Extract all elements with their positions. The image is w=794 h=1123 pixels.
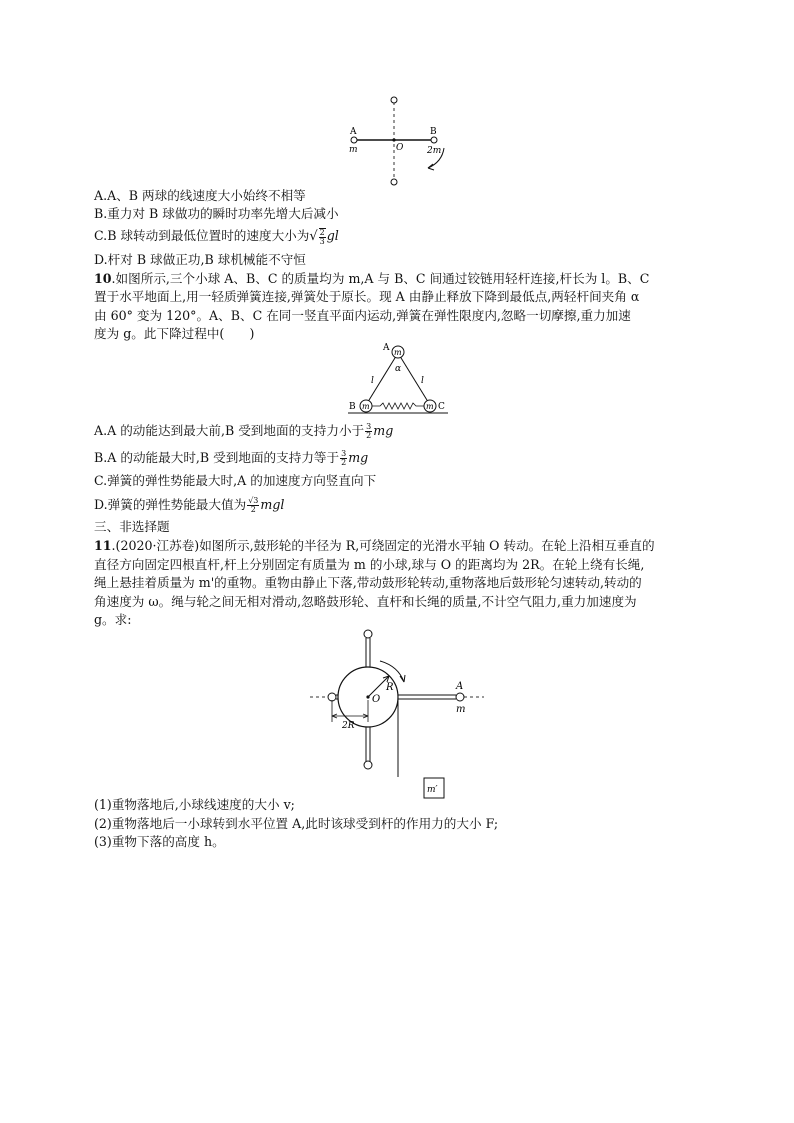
top-circle bbox=[391, 97, 397, 103]
q9-option-c-tail: gl bbox=[326, 228, 339, 243]
frac-den: 2 bbox=[341, 458, 347, 467]
q10-option-b-text: B.A 的动能最大时,B 受到地面的支持力等于 bbox=[94, 450, 340, 465]
section-heading: 三、非选择题 bbox=[94, 519, 170, 534]
q9-option-c-text: C.B 球转动到最低位置时的速度大小为 bbox=[94, 228, 310, 243]
label-b: B bbox=[430, 127, 437, 137]
q10-line-1-text: .如图所示,三个小球 A、B、C 的质量均为 m,A 与 B、C 间通过铰链用轻杆连接,杆长为 l。B、C bbox=[111, 271, 650, 286]
ball-top bbox=[364, 630, 372, 638]
q10-option-d-tail: mgl bbox=[260, 497, 285, 512]
q11-line-1-text: .(2020·江苏卷)如图所示,鼓形轮的半径为 R,可绕固定的光滑水平轴 O 转动。在轮上沿相互垂直的 bbox=[111, 538, 655, 553]
q10-option-d bbox=[94, 496, 284, 514]
figure-triangle-spring bbox=[344, 341, 454, 417]
q10-option-b-fraction bbox=[340, 450, 347, 467]
label-l-right: l bbox=[421, 376, 424, 386]
q11-sub-2: (2)重物落地后一小球转到水平位置 A,此时该球受到杆的作用力的大小 F; bbox=[94, 816, 499, 831]
label-a: A bbox=[383, 343, 390, 353]
q10-option-a-text: A.A 的动能达到最大前,B 受到地面的支持力小于 bbox=[94, 423, 365, 438]
sqrt-sign: √ bbox=[309, 229, 318, 244]
label-m-a: m bbox=[394, 348, 402, 357]
frac-num: √3 bbox=[248, 496, 259, 505]
label-a: A bbox=[456, 681, 464, 692]
q11-line-4: 角速度为 ω。绳与轮之间无相对滑动,忽略鼓形轮、直杆和长绳的质量,不计空气阻力,重力加速度为 bbox=[94, 594, 637, 609]
q10-option-b-tail: mg bbox=[348, 450, 369, 465]
bottom-circle bbox=[391, 179, 397, 185]
frac-den: 3 bbox=[319, 236, 325, 246]
q10-line-4: 度为 g。此下降过程中( ) bbox=[94, 326, 255, 341]
q9-option-c bbox=[94, 227, 339, 246]
q11-sub-3: (3)重物下落的高度 h。 bbox=[94, 834, 225, 849]
ball-a bbox=[456, 693, 464, 701]
label-alpha: α bbox=[395, 364, 402, 374]
ball-b bbox=[431, 137, 437, 143]
label-c: C bbox=[438, 402, 445, 412]
label-r: R bbox=[386, 682, 394, 693]
figure-rotating-rod bbox=[330, 92, 470, 190]
q9-option-a: A.A、B 两球的线速度大小始终不相等 bbox=[94, 188, 306, 203]
q10-line-3: 由 60° 变为 120°。A、B、C 在同一竖直平面内运动,弹簧在弹性限度内,忽略一切摩擦,重力加速 bbox=[94, 308, 631, 323]
q10-number: 10 bbox=[94, 271, 112, 286]
label-a: A bbox=[350, 127, 357, 137]
frac-num: 3 bbox=[341, 449, 347, 458]
label-m-c: m bbox=[426, 402, 434, 411]
spring bbox=[372, 403, 424, 409]
label-m: m bbox=[456, 704, 466, 715]
q11-line-2: 直径方向固定四根直杆,杆上分别固定有质量为 m 的小球,球与 O 的距离均为 2R。在轮上绕有长绳, bbox=[94, 557, 645, 572]
label-m: m bbox=[349, 145, 358, 155]
q10-option-d-fraction bbox=[247, 497, 259, 514]
ball-bottom bbox=[364, 761, 372, 769]
frac-den: 2 bbox=[250, 505, 256, 514]
ball-left bbox=[328, 693, 336, 701]
frac-num: 3 bbox=[366, 422, 372, 431]
label-l-left: l bbox=[371, 376, 374, 386]
q10-option-a-tail: mg bbox=[373, 423, 394, 438]
q9-option-d: D.杆对 B 球做正功,B 球机械能不守恒 bbox=[94, 252, 306, 267]
q10-option-c: C.弹簧的弹性势能最大时,A 的加速度方向竖直向下 bbox=[94, 473, 377, 488]
q11-number: 11 bbox=[94, 538, 112, 553]
q9-option-b: B.重力对 B 球做功的瞬时功率先增大后减小 bbox=[94, 206, 339, 221]
frac-den: 2 bbox=[366, 431, 372, 440]
q11-line-3: 绳上悬挂着质量为 m'的重物。重物由静止下落,带动鼓形轮转动,重物落地后鼓形轮匀速转动,转动的 bbox=[94, 575, 642, 590]
label-o: O bbox=[372, 694, 381, 705]
ball-a bbox=[351, 137, 357, 143]
q11-line-1 bbox=[94, 537, 655, 555]
figure-drum-wheel bbox=[306, 624, 496, 802]
label-o: O bbox=[396, 143, 404, 153]
pivot-o bbox=[392, 138, 395, 141]
q10-option-b bbox=[94, 449, 368, 467]
q10-line-1 bbox=[94, 270, 649, 288]
label-2r: 2R bbox=[342, 721, 355, 731]
label-m-prime: m′ bbox=[427, 785, 438, 795]
label-m-b: m bbox=[362, 402, 370, 411]
q11-line-5: g。求: bbox=[94, 612, 132, 627]
label-2m: 2m bbox=[427, 146, 442, 156]
rod-ac bbox=[398, 353, 430, 405]
frac-num: 2 bbox=[319, 227, 325, 237]
q10-line-2: 置于水平地面上,用一轻质弹簧连接,弹簧处于原长。现 A 由静止释放下降到最低点,两轻杆间夹角 α bbox=[94, 289, 640, 304]
q10-option-a bbox=[94, 422, 393, 440]
q9-option-c-fraction bbox=[319, 228, 326, 246]
label-b: B bbox=[349, 402, 356, 412]
q11-sub-1: (1)重物落地后,小球线速度的大小 v; bbox=[94, 797, 295, 812]
q10-option-d-text: D.弹簧的弹性势能最大值为 bbox=[94, 497, 247, 512]
q10-option-a-fraction bbox=[365, 423, 372, 440]
